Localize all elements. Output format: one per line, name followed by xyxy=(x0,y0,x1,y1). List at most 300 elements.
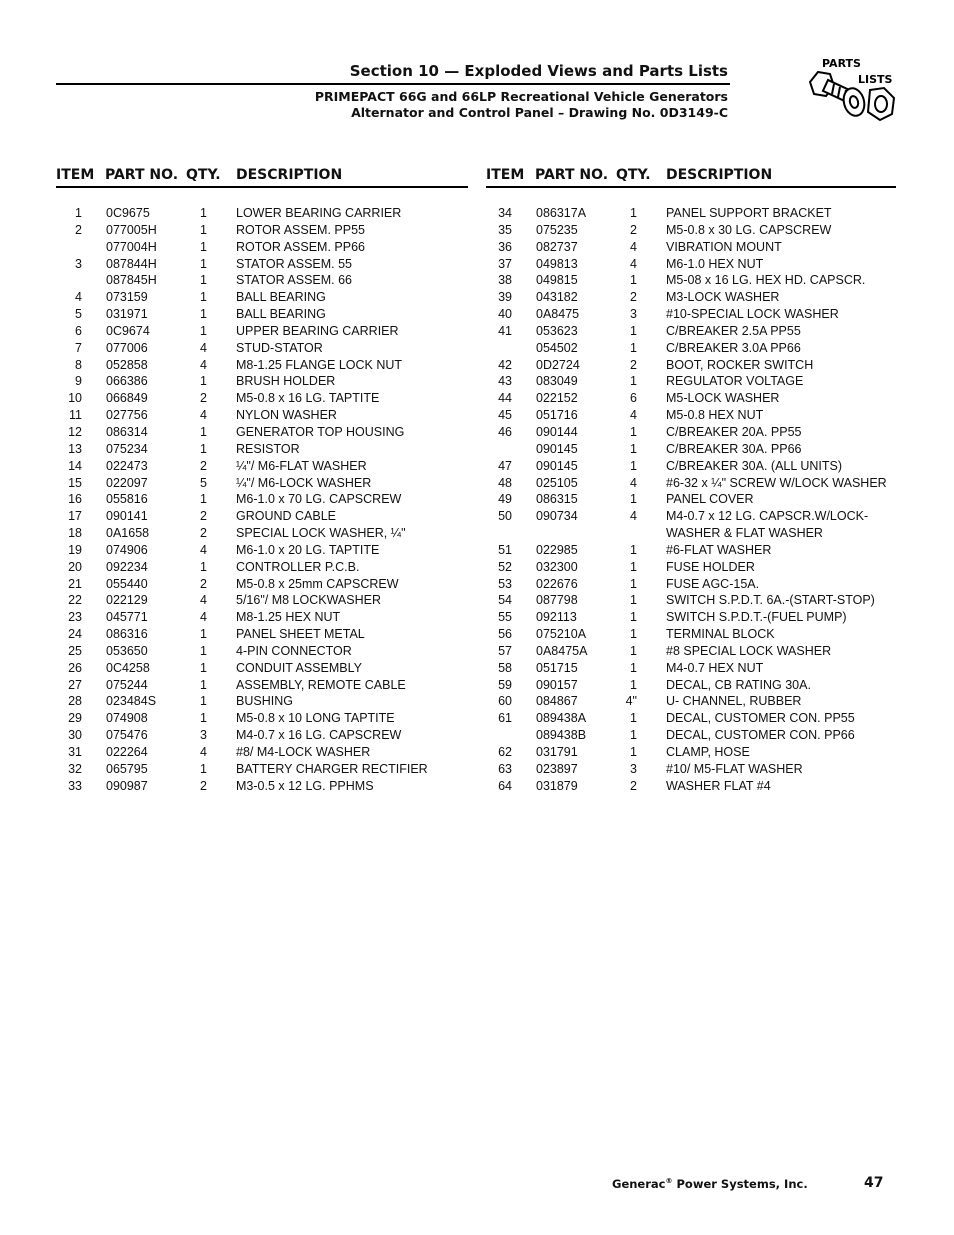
quantity: 4 xyxy=(630,475,637,490)
description: M4-0.7 x 16 LG. CAPSCREW xyxy=(236,728,402,743)
table-row xyxy=(486,761,896,778)
part-number: 054502 xyxy=(536,340,578,355)
part-number: 0C9675 xyxy=(106,206,150,220)
part-number: 090987 xyxy=(106,778,148,793)
description: C/BREAKER 3.0A PP66 xyxy=(666,340,801,355)
part-number: 086315 xyxy=(536,492,578,507)
part-number: 090144 xyxy=(536,424,578,439)
table-row xyxy=(56,340,468,357)
table-row xyxy=(56,626,468,643)
table-row xyxy=(56,458,468,475)
description: U- CHANNEL, RUBBER xyxy=(666,694,802,709)
part-number: 022152 xyxy=(536,391,578,406)
table-row xyxy=(486,407,896,424)
part-number: 073159 xyxy=(106,290,148,305)
quantity: 1 xyxy=(200,694,207,709)
item-number: 39 xyxy=(498,290,512,305)
quantity: 2 xyxy=(630,778,637,793)
item-number: 13 xyxy=(68,441,82,456)
quantity: 1 xyxy=(200,660,207,675)
table-row xyxy=(56,525,468,542)
description: ASSEMBLY, REMOTE CABLE xyxy=(236,677,406,692)
document-subtitle-line2: Alternator and Control Panel – Drawing No. 0D3149-C xyxy=(351,105,728,120)
item-number: 29 xyxy=(68,711,82,726)
column-header-description: DESCRIPTION xyxy=(236,167,343,183)
description: C/BREAKER 30A. PP66 xyxy=(666,441,802,456)
description: PANEL SUPPORT BRACKET xyxy=(666,206,832,220)
column-header-part-no: PART NO. xyxy=(105,167,179,183)
table-row xyxy=(486,491,896,508)
quantity: 1 xyxy=(200,206,207,220)
quantity: 1 xyxy=(200,307,207,322)
table-row xyxy=(486,609,896,626)
item-number: 20 xyxy=(68,559,82,574)
description: DECAL, CB RATING 30A. xyxy=(666,677,811,692)
table-row xyxy=(56,710,468,727)
quantity: 2 xyxy=(200,526,207,541)
table-row xyxy=(486,542,896,559)
table-row xyxy=(56,693,468,710)
table-row xyxy=(56,306,468,323)
quantity: 1 xyxy=(200,559,207,574)
table-row xyxy=(56,592,468,609)
description: M3-0.5 x 12 LG. PPHMS xyxy=(236,778,374,793)
part-number: 051716 xyxy=(536,408,578,423)
quantity: 1 xyxy=(200,441,207,456)
description: M4-0.7 HEX NUT xyxy=(666,660,764,675)
item-number: 11 xyxy=(69,408,82,423)
part-number: 023897 xyxy=(536,761,578,776)
description: REGULATOR VOLTAGE xyxy=(666,374,804,389)
item-number: 36 xyxy=(498,239,512,254)
quantity: 4 xyxy=(200,610,207,625)
item-number: 46 xyxy=(498,424,512,439)
table-row xyxy=(486,222,896,239)
description: C/BREAKER 20A. PP55 xyxy=(666,424,802,439)
quantity: 1 xyxy=(630,374,637,389)
description: WASHER & FLAT WASHER xyxy=(666,526,823,541)
table-row xyxy=(486,340,896,357)
table-row xyxy=(486,660,896,677)
quantity: 4 xyxy=(630,239,637,254)
column-header-qty: QTY. xyxy=(616,167,651,183)
description: PANEL SHEET METAL xyxy=(236,627,365,642)
table-row xyxy=(486,710,896,727)
part-number: 052858 xyxy=(106,357,148,372)
quantity: 1 xyxy=(630,492,637,507)
company-name: Generac xyxy=(612,1177,666,1191)
logo-text-lists: LISTS xyxy=(858,73,893,86)
part-number: 089438A xyxy=(536,711,587,726)
description: PANEL COVER xyxy=(666,492,754,507)
column-header-qty: QTY. xyxy=(186,167,221,183)
item-number: 9 xyxy=(75,374,82,389)
table-row xyxy=(486,239,896,256)
item-number: 55 xyxy=(498,610,512,625)
logo-text-parts: PARTS xyxy=(822,57,861,70)
item-number: 25 xyxy=(68,643,82,658)
item-number: 22 xyxy=(68,593,82,608)
table-row xyxy=(56,542,468,559)
quantity: 1 xyxy=(630,593,637,608)
quantity: 4 xyxy=(200,408,207,423)
table-row xyxy=(486,592,896,609)
quantity: 1 xyxy=(630,340,637,355)
part-number: 092113 xyxy=(536,610,577,625)
description: ¼"/ M6-LOCK WASHER xyxy=(236,475,372,490)
description: 4-PIN CONNECTOR xyxy=(236,643,352,658)
table-row xyxy=(56,357,468,374)
part-number: 075234 xyxy=(106,441,148,456)
part-number: 089438B xyxy=(536,728,587,743)
item-number: 52 xyxy=(498,559,512,574)
table-row xyxy=(486,475,896,492)
description: GROUND CABLE xyxy=(236,509,337,524)
description: M5-LOCK WASHER xyxy=(666,391,780,406)
quantity: 4 xyxy=(200,745,207,759)
quantity: 1 xyxy=(630,441,637,456)
item-number: 32 xyxy=(68,761,82,776)
description: BALL BEARING xyxy=(236,307,326,322)
table-row xyxy=(56,205,468,222)
quantity: 1 xyxy=(200,222,207,237)
description: UPPER BEARING CARRIER xyxy=(236,323,399,338)
table-row xyxy=(486,373,896,390)
item-number: 16 xyxy=(68,492,82,507)
part-number: 043182 xyxy=(536,290,578,305)
quantity: 2 xyxy=(630,290,637,305)
item-number: 38 xyxy=(498,273,512,288)
table-row xyxy=(56,727,468,744)
quantity: 1 xyxy=(200,323,207,338)
part-number: 075476 xyxy=(106,728,148,743)
part-number: 031879 xyxy=(536,778,578,793)
quantity: 2 xyxy=(200,458,207,473)
table-row xyxy=(56,778,468,795)
item-number: 41 xyxy=(498,323,512,338)
part-number: 075210A xyxy=(536,627,587,642)
part-number: 053650 xyxy=(106,643,148,658)
description: BOOT, ROCKER SWITCH xyxy=(666,357,814,372)
description: CONTROLLER P.C.B. xyxy=(236,559,360,574)
item-number: 27 xyxy=(68,677,82,692)
part-number: 0A8475A xyxy=(536,643,588,658)
part-number: 022473 xyxy=(106,458,148,473)
parts-table-right xyxy=(486,166,896,795)
part-number: 053623 xyxy=(536,323,578,338)
quantity: 1 xyxy=(200,711,207,726)
table-row xyxy=(56,508,468,525)
part-number: 090145 xyxy=(536,458,578,473)
item-number: 60 xyxy=(498,694,512,709)
description: #6-FLAT WASHER xyxy=(666,542,772,557)
quantity: 1 xyxy=(200,643,207,658)
part-number: 074908 xyxy=(106,711,148,726)
item-number: 48 xyxy=(498,475,512,490)
quantity: 2 xyxy=(630,222,637,237)
description: M5-0.8 x 25mm CAPSCREW xyxy=(236,576,399,591)
description: CONDUIT ASSEMBLY xyxy=(236,660,362,675)
part-number: 077004H xyxy=(106,239,157,254)
table-row xyxy=(56,256,468,273)
part-number: 0D2724 xyxy=(536,357,580,372)
part-number: 082737 xyxy=(536,239,578,254)
quantity: 1 xyxy=(200,374,207,389)
quantity: 4 xyxy=(200,357,207,372)
description: #10/ M5-FLAT WASHER xyxy=(666,761,803,776)
part-number: 0C4258 xyxy=(106,660,150,675)
quantity: 1 xyxy=(200,677,207,692)
part-number: 022097 xyxy=(106,475,148,490)
table-row xyxy=(486,778,896,795)
part-number: 055816 xyxy=(106,492,148,507)
part-number: 075244 xyxy=(106,677,148,692)
item-number: 35 xyxy=(498,222,512,237)
table-row xyxy=(486,727,896,744)
table-row xyxy=(486,525,896,542)
part-number: 032300 xyxy=(536,559,578,574)
item-number: 56 xyxy=(498,627,512,642)
description: M8-1.25 HEX NUT xyxy=(236,610,341,625)
item-number: 57 xyxy=(498,643,512,658)
part-number: 086317A xyxy=(536,206,587,220)
table-row xyxy=(56,761,468,778)
quantity: 1 xyxy=(630,660,637,675)
quantity: 1 xyxy=(200,290,207,305)
quantity: 1 xyxy=(630,610,637,625)
part-number: 084867 xyxy=(536,694,578,709)
table-row xyxy=(56,289,468,306)
description: DECAL, CUSTOMER CON. PP55 xyxy=(666,711,855,726)
item-number: 8 xyxy=(75,357,82,372)
part-number: 086314 xyxy=(106,424,148,439)
item-number: 33 xyxy=(68,778,82,793)
section-title: Section 10 — Exploded Views and Parts Lists xyxy=(349,62,728,80)
item-number: 1 xyxy=(75,206,82,220)
item-number: 37 xyxy=(498,256,512,271)
item-number: 40 xyxy=(498,307,512,322)
description: SWITCH S.P.D.T. 6A.-(START-STOP) xyxy=(666,593,875,608)
item-number: 24 xyxy=(68,627,82,642)
description: #10-SPECIAL LOCK WASHER xyxy=(666,307,839,322)
table-row xyxy=(486,357,896,374)
description: FUSE AGC-15A. xyxy=(666,576,760,591)
description: M8-1.25 FLANGE LOCK NUT xyxy=(236,357,403,372)
quantity: 1 xyxy=(630,273,637,288)
item-number: 53 xyxy=(498,576,512,591)
part-number: 090157 xyxy=(536,677,578,692)
table-row xyxy=(56,407,468,424)
quantity: 4" xyxy=(625,694,637,709)
part-number: 083049 xyxy=(536,374,578,389)
description: M6-1.0 x 70 LG. CAPSCREW xyxy=(236,492,402,507)
description: M5-08 x 16 LG. HEX HD. CAPSCR. xyxy=(666,273,866,288)
description: M6-1.0 HEX NUT xyxy=(666,256,764,271)
quantity: 4 xyxy=(200,340,207,355)
table-row xyxy=(486,744,896,761)
part-number: 074906 xyxy=(106,542,148,557)
item-number: 50 xyxy=(498,509,512,524)
table-row xyxy=(56,475,468,492)
table-row xyxy=(56,576,468,593)
part-number: 065795 xyxy=(106,761,148,776)
quantity: 1 xyxy=(630,745,637,759)
part-number: 022985 xyxy=(536,542,578,557)
quantity: 1 xyxy=(200,256,207,271)
table-row xyxy=(56,677,468,694)
table-row xyxy=(486,390,896,407)
description: GENERATOR TOP HOUSING xyxy=(236,424,405,439)
footer-company xyxy=(612,1177,808,1191)
item-number: 19 xyxy=(68,542,82,557)
quantity: 3 xyxy=(630,761,637,776)
table-row xyxy=(56,323,468,340)
table-header xyxy=(56,166,468,188)
item-number: 2 xyxy=(75,222,82,237)
description: WASHER FLAT #4 xyxy=(666,778,771,793)
quantity: 1 xyxy=(630,728,637,743)
description: DECAL, CUSTOMER CON. PP66 xyxy=(666,728,855,743)
item-number: 61 xyxy=(498,711,512,726)
quantity: 6 xyxy=(630,391,637,406)
table-body xyxy=(56,205,468,795)
table-row xyxy=(56,390,468,407)
parts-lists-logo xyxy=(804,54,900,134)
table-row xyxy=(486,424,896,441)
part-number: 090141 xyxy=(106,509,148,524)
table-row xyxy=(486,626,896,643)
column-header-part-no: PART NO. xyxy=(535,167,609,183)
quantity: 1 xyxy=(200,492,207,507)
item-number: 45 xyxy=(498,408,512,423)
description: BUSHING xyxy=(236,694,293,709)
quantity: 3 xyxy=(200,728,207,743)
quantity: 4 xyxy=(630,408,637,423)
description: LOWER BEARING CARRIER xyxy=(236,206,402,220)
table-row xyxy=(56,643,468,660)
part-number: 045771 xyxy=(106,610,148,625)
part-number: 090734 xyxy=(536,509,578,524)
item-number: 21 xyxy=(68,576,82,591)
quantity: 1 xyxy=(630,206,637,220)
description: M5-0.8 x 10 LONG TAPTITE xyxy=(236,711,395,726)
table-row xyxy=(486,441,896,458)
item-number: 49 xyxy=(498,492,512,507)
company-suffix: Power Systems, Inc. xyxy=(672,1177,808,1191)
column-header-item: ITEM xyxy=(486,167,525,183)
part-number: 066849 xyxy=(106,391,148,406)
table-row xyxy=(486,508,896,525)
item-number: 31 xyxy=(68,745,82,759)
item-number: 28 xyxy=(68,694,82,709)
table-row xyxy=(56,272,468,289)
part-number: 022129 xyxy=(106,593,148,608)
table-row xyxy=(486,643,896,660)
table-row xyxy=(486,306,896,323)
item-number: 4 xyxy=(75,290,82,305)
table-row xyxy=(486,205,896,222)
part-number: 051715 xyxy=(536,660,578,675)
item-number: 51 xyxy=(498,542,512,557)
description: SPECIAL LOCK WASHER, ¼" xyxy=(236,526,406,541)
page-number: 47 xyxy=(864,1175,884,1191)
description: CLAMP, HOSE xyxy=(666,745,750,759)
quantity: 1 xyxy=(200,627,207,642)
description: ROTOR ASSEM. PP55 xyxy=(236,222,365,237)
part-number: 090145 xyxy=(536,441,578,456)
description: C/BREAKER 30A. (ALL UNITS) xyxy=(666,458,842,473)
quantity: 1 xyxy=(200,239,207,254)
description: BALL BEARING xyxy=(236,290,326,305)
description: VIBRATION MOUNT xyxy=(666,239,782,254)
table-row xyxy=(486,256,896,273)
description: BATTERY CHARGER RECTIFIER xyxy=(236,761,428,776)
item-number: 54 xyxy=(498,593,512,608)
description: #8/ M4-LOCK WASHER xyxy=(236,745,371,759)
item-number: 3 xyxy=(75,256,82,271)
quantity: 2 xyxy=(200,509,207,524)
quantity: 2 xyxy=(200,576,207,591)
quantity: 1 xyxy=(200,424,207,439)
table-row xyxy=(486,693,896,710)
part-number: 077005H xyxy=(106,222,157,237)
item-number: 58 xyxy=(498,660,512,675)
part-number: 049813 xyxy=(536,256,578,271)
parts-table-left xyxy=(56,166,468,795)
table-row xyxy=(56,660,468,677)
description: M3-LOCK WASHER xyxy=(666,290,780,305)
table-row xyxy=(486,323,896,340)
description: M5-0.8 x 30 LG. CAPSCREW xyxy=(666,222,832,237)
description: TERMINAL BLOCK xyxy=(666,627,775,642)
quantity: 1 xyxy=(630,677,637,692)
part-number: 077006 xyxy=(106,340,148,355)
quantity: 1 xyxy=(630,424,637,439)
quantity: 4 xyxy=(200,593,207,608)
description: M4-0.7 x 12 LG. CAPSCR.W/LOCK- xyxy=(666,509,869,524)
quantity: 5 xyxy=(200,475,207,490)
part-number: 087844H xyxy=(106,256,157,271)
table-row xyxy=(486,458,896,475)
part-number: 075235 xyxy=(536,222,578,237)
quantity: 1 xyxy=(630,711,637,726)
description: STATOR ASSEM. 55 xyxy=(236,256,353,271)
description: #8 SPECIAL LOCK WASHER xyxy=(666,643,832,658)
description: 5/16"/ M8 LOCKWASHER xyxy=(236,593,381,608)
table-row xyxy=(56,559,468,576)
table-row xyxy=(56,222,468,239)
part-number: 087798 xyxy=(536,593,578,608)
item-number: 5 xyxy=(75,307,82,322)
quantity: 2 xyxy=(200,391,207,406)
table-row xyxy=(56,373,468,390)
table-row xyxy=(56,441,468,458)
item-number: 34 xyxy=(498,206,512,220)
description: C/BREAKER 2.5A PP55 xyxy=(666,323,801,338)
item-number: 26 xyxy=(68,660,82,675)
item-number: 12 xyxy=(68,424,82,439)
item-number: 47 xyxy=(498,458,512,473)
description: RESISTOR xyxy=(236,441,300,456)
item-number: 42 xyxy=(498,357,512,372)
description: STATOR ASSEM. 66 xyxy=(236,273,353,288)
item-number: 23 xyxy=(68,610,82,625)
item-number: 30 xyxy=(68,728,82,743)
part-number: 0A1658 xyxy=(106,526,150,541)
quantity: 3 xyxy=(630,307,637,322)
description: FUSE HOLDER xyxy=(666,559,755,574)
description: M5-0.8 HEX NUT xyxy=(666,408,764,423)
